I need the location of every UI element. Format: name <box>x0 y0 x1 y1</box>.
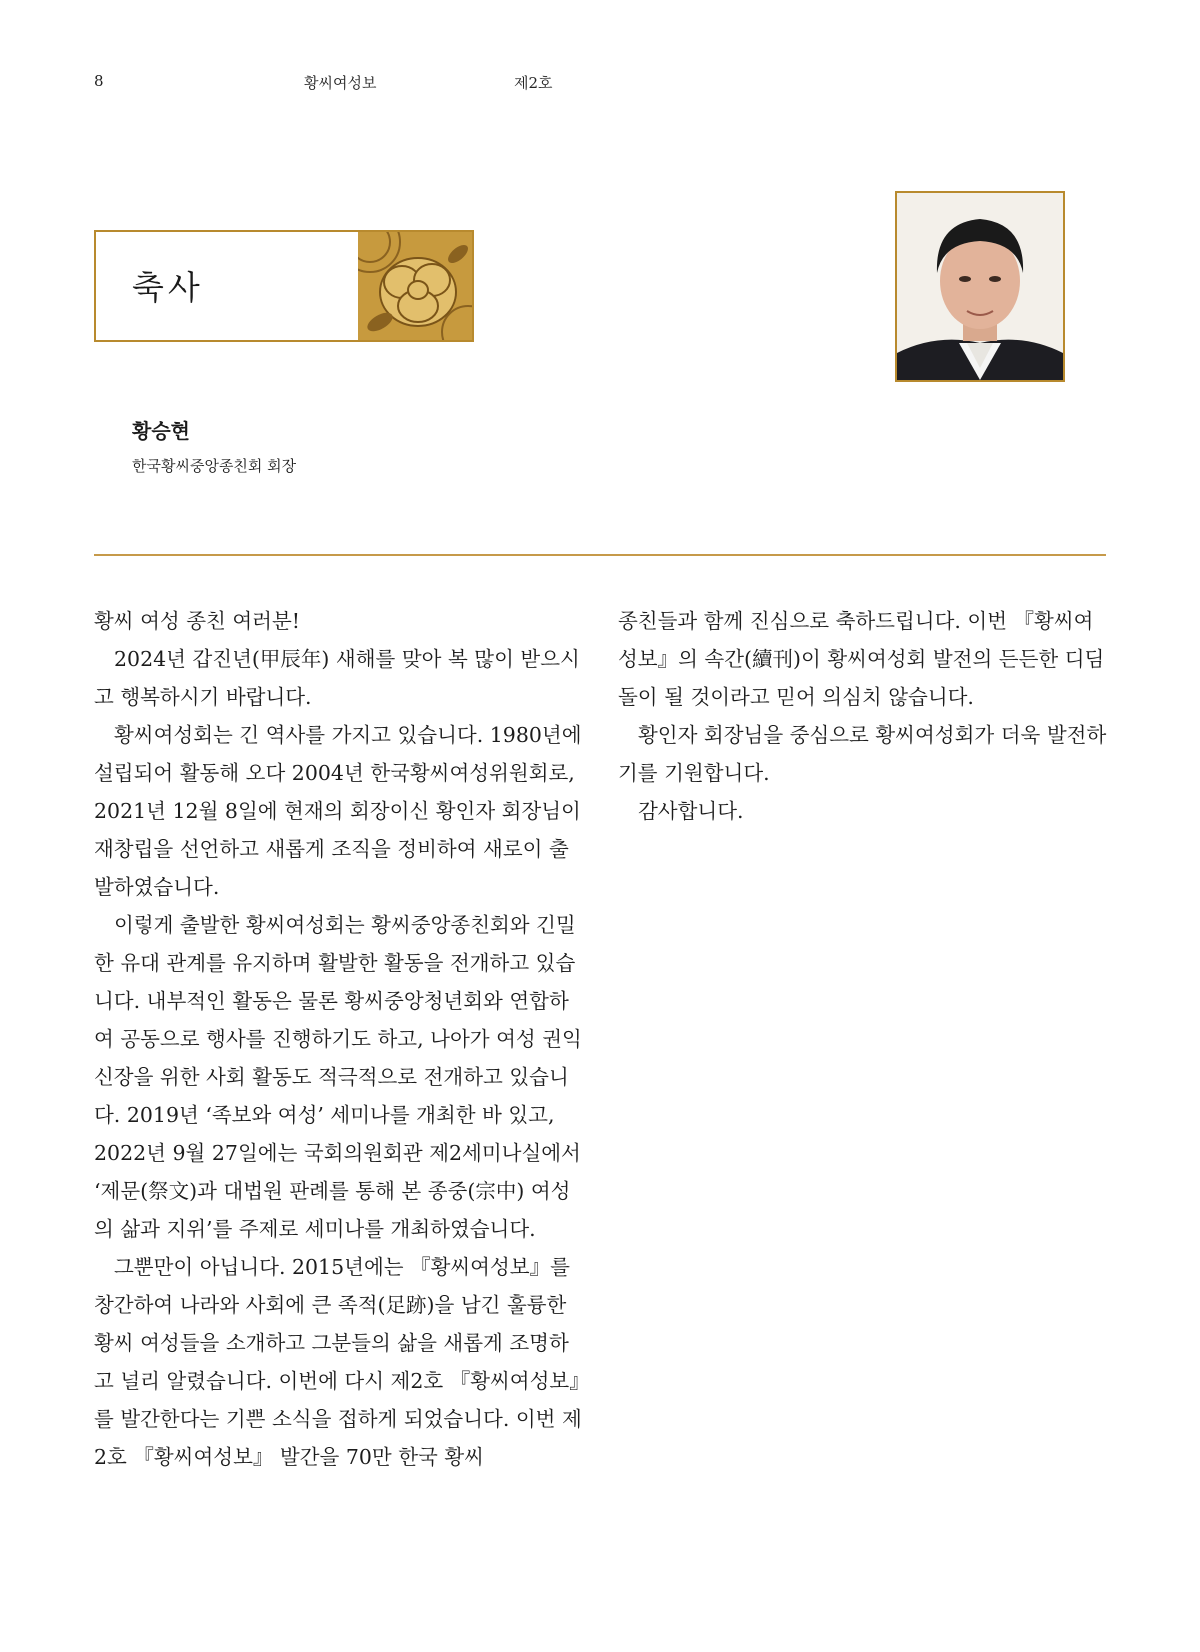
paragraph: 황씨 여성 종친 여러분! <box>94 609 301 633</box>
running-header <box>0 72 1200 96</box>
section-title: 축사 <box>132 268 204 307</box>
issue-number: 제2호 <box>514 74 553 92</box>
portrait-image <box>897 193 1063 380</box>
section-title-box <box>94 230 474 342</box>
body-column-left <box>94 602 584 1476</box>
paragraph: 황인자 회장님을 중심으로 황씨여성회가 더욱 발전하기를 기원합니다. <box>618 723 1107 785</box>
page-number: 8 <box>94 72 104 90</box>
peony-ornament-icon <box>358 232 472 340</box>
author-role: 한국황씨중앙종친회 회장 <box>132 457 297 475</box>
author-name: 황승현 <box>132 419 190 443</box>
magazine-title: 황씨여성보 <box>304 74 377 92</box>
paragraph: 그뿐만이 아닙니다. 2015년에는 『황씨여성보』를 창간하여 나라와 사회에 큰 족적(足跡)을 남긴 훌륭한 황씨 여성들을 소개하고 그분들의 삶을 새롭게 조명하고 널리 알렸습니다. 이번에 다시 제2호 『황씨여성보』를 발간한다는 기쁜 소식을 접하게 되었습니다. 이번 제2호 『황씨여성보』 발간을 70만 한국 황씨 <box>94 1255 582 1469</box>
paragraph: 황씨여성회는 긴 역사를 가지고 있습니다. 1980년에 설립되어 활동해 오다 2004년 한국황씨여성위원회로, 2021년 12월 8일에 현재의 회장이신 황인자 회장님이 재창립을 선언하고 새롭게 조직을 정비하여 새로이 출발하였습니다. <box>94 723 582 899</box>
paragraph: 2024년 갑진년(甲辰年) 새해를 맞아 복 많이 받으시고 행복하시기 바랍니다. <box>94 647 580 709</box>
body-column-right <box>618 602 1108 830</box>
paragraph: 이렇게 출발한 황씨여성회는 황씨중앙종친회와 긴밀한 유대 관계를 유지하며 활발한 활동을 전개하고 있습니다. 내부적인 활동은 물론 황씨중앙청년회와 연합하여 공동으로 행사를 진행하기도 하고, 나아가 여성 권익 신장을 위한 사회 활동도 적극적으로 전개하고 있습니다. 2019년 ‘족보와 여성’ 세미나를 개최한 바 있고, 2022년 9월 27일에는 국회의원회관 제2세미나실에서 ‘제문(祭文)과 대법원 판례를 통해 본 종중(宗中) 여성의 삶과 지위’를 주제로 세미나를 개최하였습니다. <box>94 913 582 1241</box>
author-portrait <box>895 191 1065 382</box>
divider <box>94 554 1106 556</box>
paragraph: 종친들과 함께 진심으로 축하드립니다. 이번 『황씨여성보』의 속간(續刊)이 황씨여성회 발전의 든든한 디딤돌이 될 것이라고 믿어 의심치 않습니다. <box>618 609 1105 709</box>
paragraph: 감사합니다. <box>638 799 744 823</box>
